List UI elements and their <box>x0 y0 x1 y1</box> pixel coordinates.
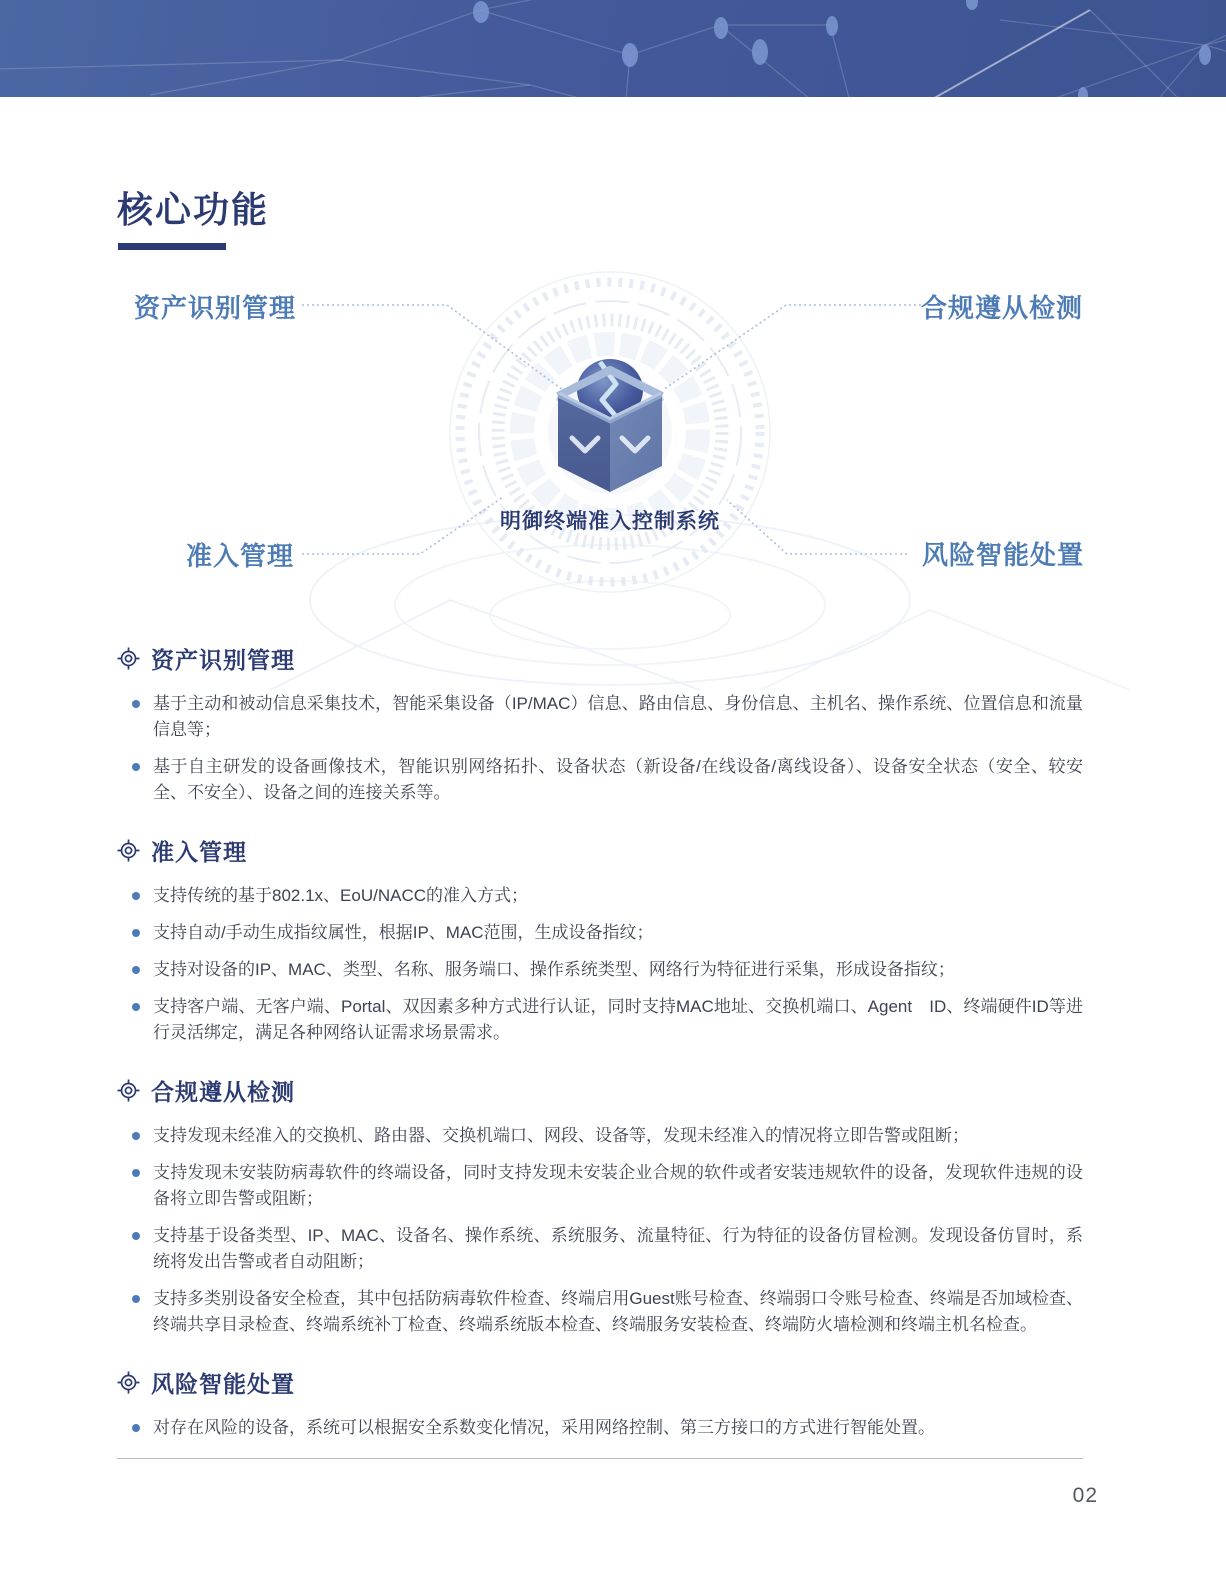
diagram-graphic <box>0 270 1226 700</box>
product-cube-icon <box>558 359 662 492</box>
bullet-text: 支持自动/手动生成指纹属性，根据IP、MAC范围，生成设备指纹； <box>153 923 654 942</box>
section-title: 资产识别管理 <box>151 647 295 673</box>
bullet-text: 基于自主研发的设备画像技术，智能识别网络拓扑、设备状态（新设备/在线设备/离线设备）、设备安全状态（安全、较安全、不安全）、设备之间的连接关系等。 <box>153 757 1083 802</box>
section-title: 准入管理 <box>151 839 247 865</box>
section-access-management <box>117 834 1083 1046</box>
bullet-dot <box>132 1169 140 1177</box>
page-number: 02 <box>1072 1484 1098 1507</box>
bullet-dot <box>132 966 140 974</box>
bullet-item <box>117 957 1083 983</box>
bullet-text: 支持发现未经准入的交换机、路由器、交换机端口、网段、设备等，发现未经准入的情况将立即告警或阻断； <box>153 1126 969 1145</box>
bullet-item <box>117 754 1083 806</box>
bullet-text: 支持发现未安装防病毒软件的终端设备，同时支持发现未安装企业合规的软件或者安装违规软件的设备，发现软件违规的设备将立即告警或阻断； <box>153 1163 1083 1208</box>
bullet-dot <box>132 1232 140 1240</box>
section-title: 合规遵从检测 <box>151 1079 295 1105</box>
connector-bottom-right <box>727 500 907 554</box>
bullet-item <box>117 920 1083 946</box>
diagram-label-risk-handling: 风险智能处置 <box>922 540 1085 570</box>
bullet-list <box>117 1415 1083 1441</box>
bullet-item <box>117 1223 1083 1275</box>
bullet-text: 支持传统的基于802.1x、EoU/NACC的准入方式； <box>153 886 529 905</box>
title-underline <box>118 243 226 250</box>
bullet-dot <box>132 763 140 771</box>
bullet-item <box>117 1123 1083 1149</box>
target-icon <box>117 1371 140 1394</box>
section-compliance-detection <box>117 1074 1083 1338</box>
bullet-dot <box>132 1132 140 1140</box>
footer-divider <box>117 1458 1083 1459</box>
diagram-label-access-management: 准入管理 <box>186 541 295 571</box>
connector-top-left <box>302 305 563 390</box>
section-risk-handling <box>117 1366 1083 1441</box>
target-icon <box>117 1079 140 1102</box>
bullet-list <box>117 1123 1083 1338</box>
bullet-dot <box>132 1003 140 1011</box>
section-asset-management <box>117 642 1083 806</box>
diagram-label-compliance-detection: 合规遵从检测 <box>921 293 1084 323</box>
page-title: 核心功能 <box>117 189 270 230</box>
bullet-item <box>117 1415 1083 1441</box>
bullet-text: 支持对设备的IP、MAC、类型、名称、服务端口、操作系统类型、网络行为特征进行采集，形成设备指纹； <box>153 960 955 979</box>
bullet-item <box>117 1160 1083 1212</box>
connector-bottom-left <box>302 497 503 554</box>
target-icon <box>117 839 140 862</box>
bullet-text: 支持多类别设备安全检查，其中包括防病毒软件检查、终端启用Guest账号检查、终端弱口令账号检查、终端是否加域检查、终端共享目录检查、终端系统补丁检查、终端系统版本检查、终端服务安装检查、终端防火墙检测和终端主机名检查。 <box>153 1289 1083 1334</box>
page-header-band <box>0 0 1226 97</box>
bullet-text: 对存在风险的设备，系统可以根据安全系数变化情况，采用网络控制、第三方接口的方式进行智能处置。 <box>153 1418 935 1437</box>
bullet-list <box>117 691 1083 806</box>
bullet-dot <box>132 700 140 708</box>
diagram-label-asset-management: 资产识别管理 <box>134 293 297 323</box>
feature-diagram <box>0 270 1226 700</box>
section-header <box>117 1366 1083 1399</box>
bullet-list <box>117 883 1083 1046</box>
section-title: 风险智能处置 <box>151 1371 295 1397</box>
network-pattern-graphic <box>0 0 1226 97</box>
bullet-dot <box>132 1295 140 1303</box>
bullet-item <box>117 994 1083 1046</box>
content-sections <box>117 642 1083 1469</box>
bullet-item <box>117 1286 1083 1338</box>
bullet-dot <box>132 1424 140 1432</box>
section-header <box>117 834 1083 867</box>
bullet-text: 基于主动和被动信息采集技术，智能采集设备（IP/MAC）信息、路由信息、身份信息、主机名、操作系统、位置信息和流量信息等； <box>153 694 1083 739</box>
bullet-dot <box>132 929 140 937</box>
diagram-caption: 明御终端准入控制系统 <box>500 510 720 533</box>
target-icon <box>117 647 140 670</box>
section-header <box>117 642 1083 675</box>
bullet-dot <box>132 892 140 900</box>
bullet-text: 支持客户端、无客户端、Portal、双因素多种方式进行认证，同时支持MAC地址、交换机端口、Agent ID、终端硬件ID等进行灵活绑定，满足各种网络认证需求场景需求。 <box>153 997 1083 1042</box>
section-header <box>117 1074 1083 1107</box>
bullet-item <box>117 883 1083 909</box>
bullet-item <box>117 691 1083 743</box>
bullet-text: 支持基于设备类型、IP、MAC、设备名、操作系统、系统服务、流量特征、行为特征的设备仿冒检测。发现设备仿冒时，系统将发出告警或者自动阻断； <box>153 1226 1083 1271</box>
